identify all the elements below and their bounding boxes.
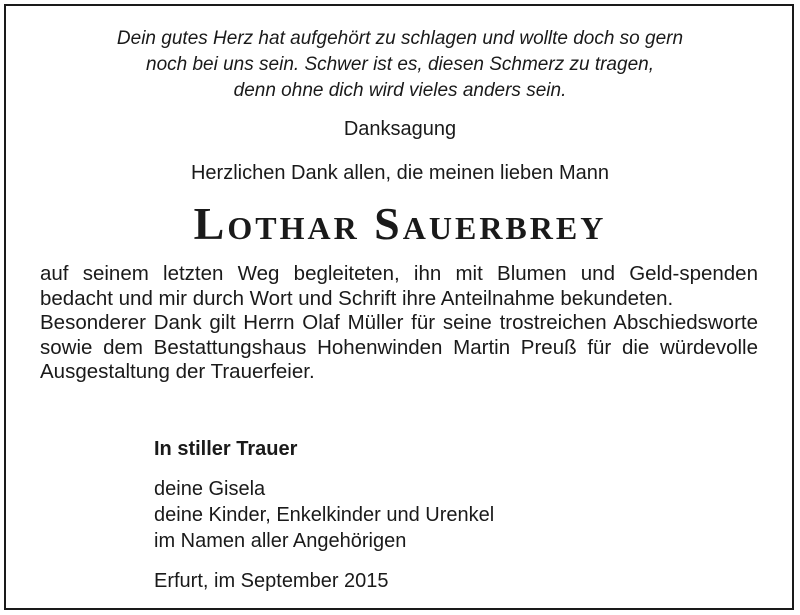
notice-heading: Danksagung [343,118,457,140]
memorial-quote [0,26,800,104]
quote-line: denn ohne dich wird vieles anders sein. [233,80,567,101]
intro-line: Herzlichen Dank allen, die meinen lieben Mann [190,162,610,184]
place-date: Erfurt, im September 2015 [154,570,389,592]
mourner-line: im Namen aller Angehörigen [154,530,407,552]
thanks-paragraph: Besonderer Dank gilt Herrn Olaf Müller für seine trostreichen Abschiedsworte sowie dem Bestattungshaus Hohenwinden Martin Preuß für die würdevolle Ausgestaltung der Trauerfeier. [40,311,758,383]
mourner-line: deine Gisela [154,478,266,500]
mourning-title: In stiller Trauer [154,438,298,460]
thanks-paragraph: auf seinem letzten Weg begleiteten, ihn mit Blumen und Geld-spenden bedacht und mir durch Wort und Schrift ihre Anteilnahme bekundeten. [40,262,758,310]
deceased-name: Lothar Sauerbrey [193,198,607,249]
mourner-line: deine Kinder, Enkelkinder und Urenkel [154,504,495,526]
thanks-text [40,262,758,385]
signature-block [154,436,714,594]
quote-line: Dein gutes Herz hat aufgehört zu schlagen und wollte doch so gern [116,28,684,49]
quote-line: noch bei uns sein. Schwer ist es, diesen Schmerz zu tragen, [146,54,654,75]
